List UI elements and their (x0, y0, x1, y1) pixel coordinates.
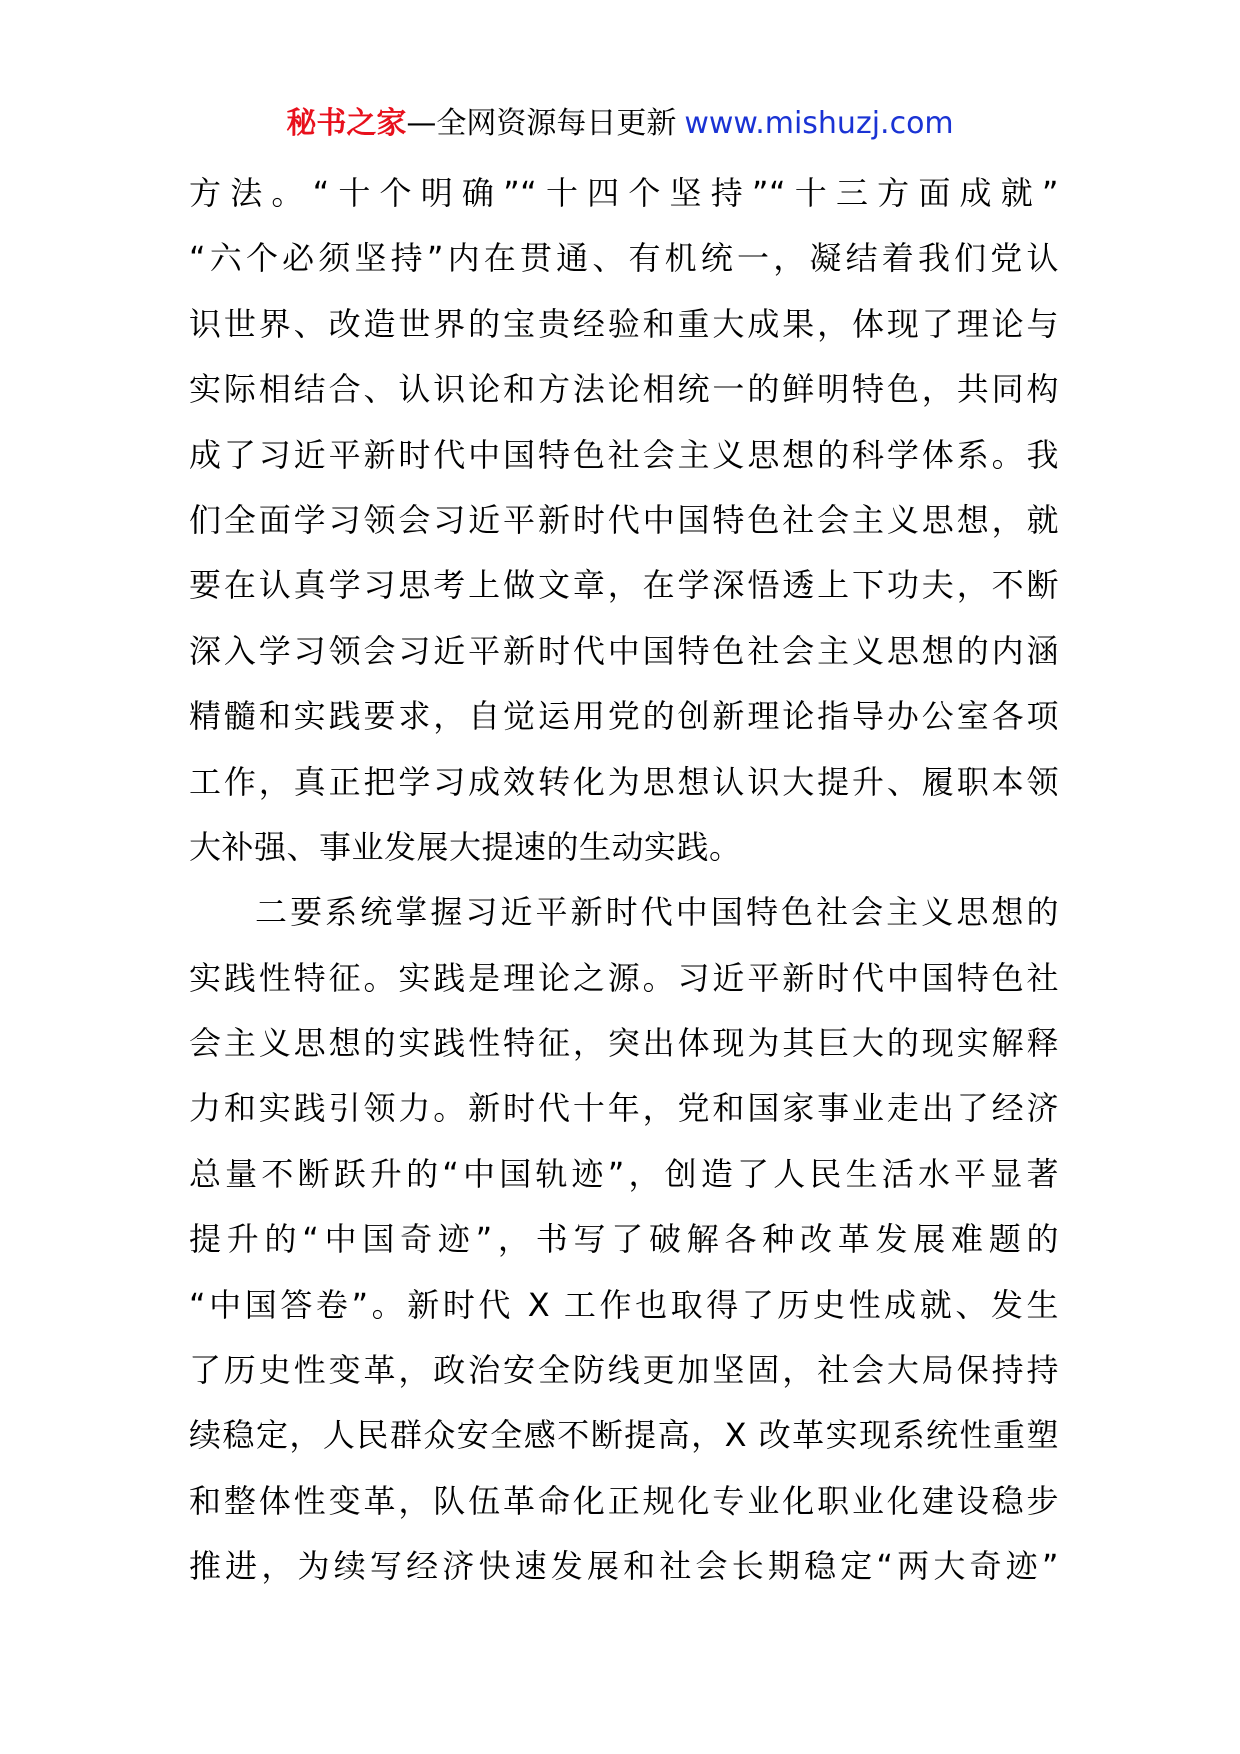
text-line: 和整体性变革，队伍革命化正规化专业化职业化建设稳步 (189, 1481, 1059, 1520)
paragraph-start-line: 二要系统掌握习近平新时代中国特色社会主义思想的 (255, 893, 1059, 932)
text-line: 识世界、改造世界的宝贵经验和重大成果，体现了理论与 (189, 304, 1059, 343)
text-line: 方法。“十个明确”“十四个坚持”“十三方面成就” (189, 174, 1059, 212)
body-text (189, 161, 1059, 1600)
text-line: “中国答卷”。新时代 X 工作也取得了历史性成就、发生 (189, 1285, 1059, 1324)
text-line: 成了习近平新时代中国特色社会主义思想的科学体系。我 (189, 435, 1059, 474)
text-line: “六个必须坚持”内在贯通、有机统一，凝结着我们党认 (189, 239, 1059, 278)
text-line: 推进，为续写经济快速发展和社会长期稳定“两大奇迹” (189, 1547, 1059, 1586)
header-tagline: —全网资源每日更新 (406, 106, 677, 141)
text-line: 力和实践引领力。新时代十年，党和国家事业走出了经济 (189, 1089, 1059, 1128)
text-line: 总量不断跃升的“中国轨迹”，创造了人民生活水平显著 (189, 1154, 1059, 1193)
text-line: 要在认真学习思考上做文章，在学深悟透上下功夫，不断 (189, 566, 1059, 605)
brand-name: 秘书之家 (286, 106, 407, 141)
text-line: 们全面学习领会习近平新时代中国特色社会主义思想，就 (189, 500, 1059, 539)
text-line: 了历史性变革，政治安全防线更加坚固，社会大局保持持 (189, 1351, 1059, 1390)
text-line: 精髓和实践要求，自觉运用党的创新理论指导办公室各项 (189, 697, 1059, 736)
paragraph-end-line: 大补强、事业发展大提速的生动实践。 (189, 827, 742, 866)
text-line: 深入学习领会习近平新时代中国特色社会主义思想的内涵 (189, 631, 1059, 670)
text-line: 实际相结合、认识论和方法论相统一的鲜明特色，共同构 (189, 370, 1059, 409)
text-line: 工作，真正把学习成效转化为思想认识大提升、履职本领 (189, 762, 1059, 801)
page-header (0, 100, 1240, 148)
text-line: 提升的“中国奇迹”，书写了破解各种改革发展难题的 (189, 1220, 1059, 1259)
website-link[interactable]: www.mishuzj.com (684, 106, 954, 141)
text-line: 会主义思想的实践性特征，突出体现为其巨大的现实解释 (189, 1024, 1059, 1063)
text-line: 续稳定，人民群众安全感不断提高，X 改革实现系统性重塑 (189, 1416, 1059, 1455)
text-line: 实践性特征。实践是理论之源。习近平新时代中国特色社 (189, 958, 1059, 997)
